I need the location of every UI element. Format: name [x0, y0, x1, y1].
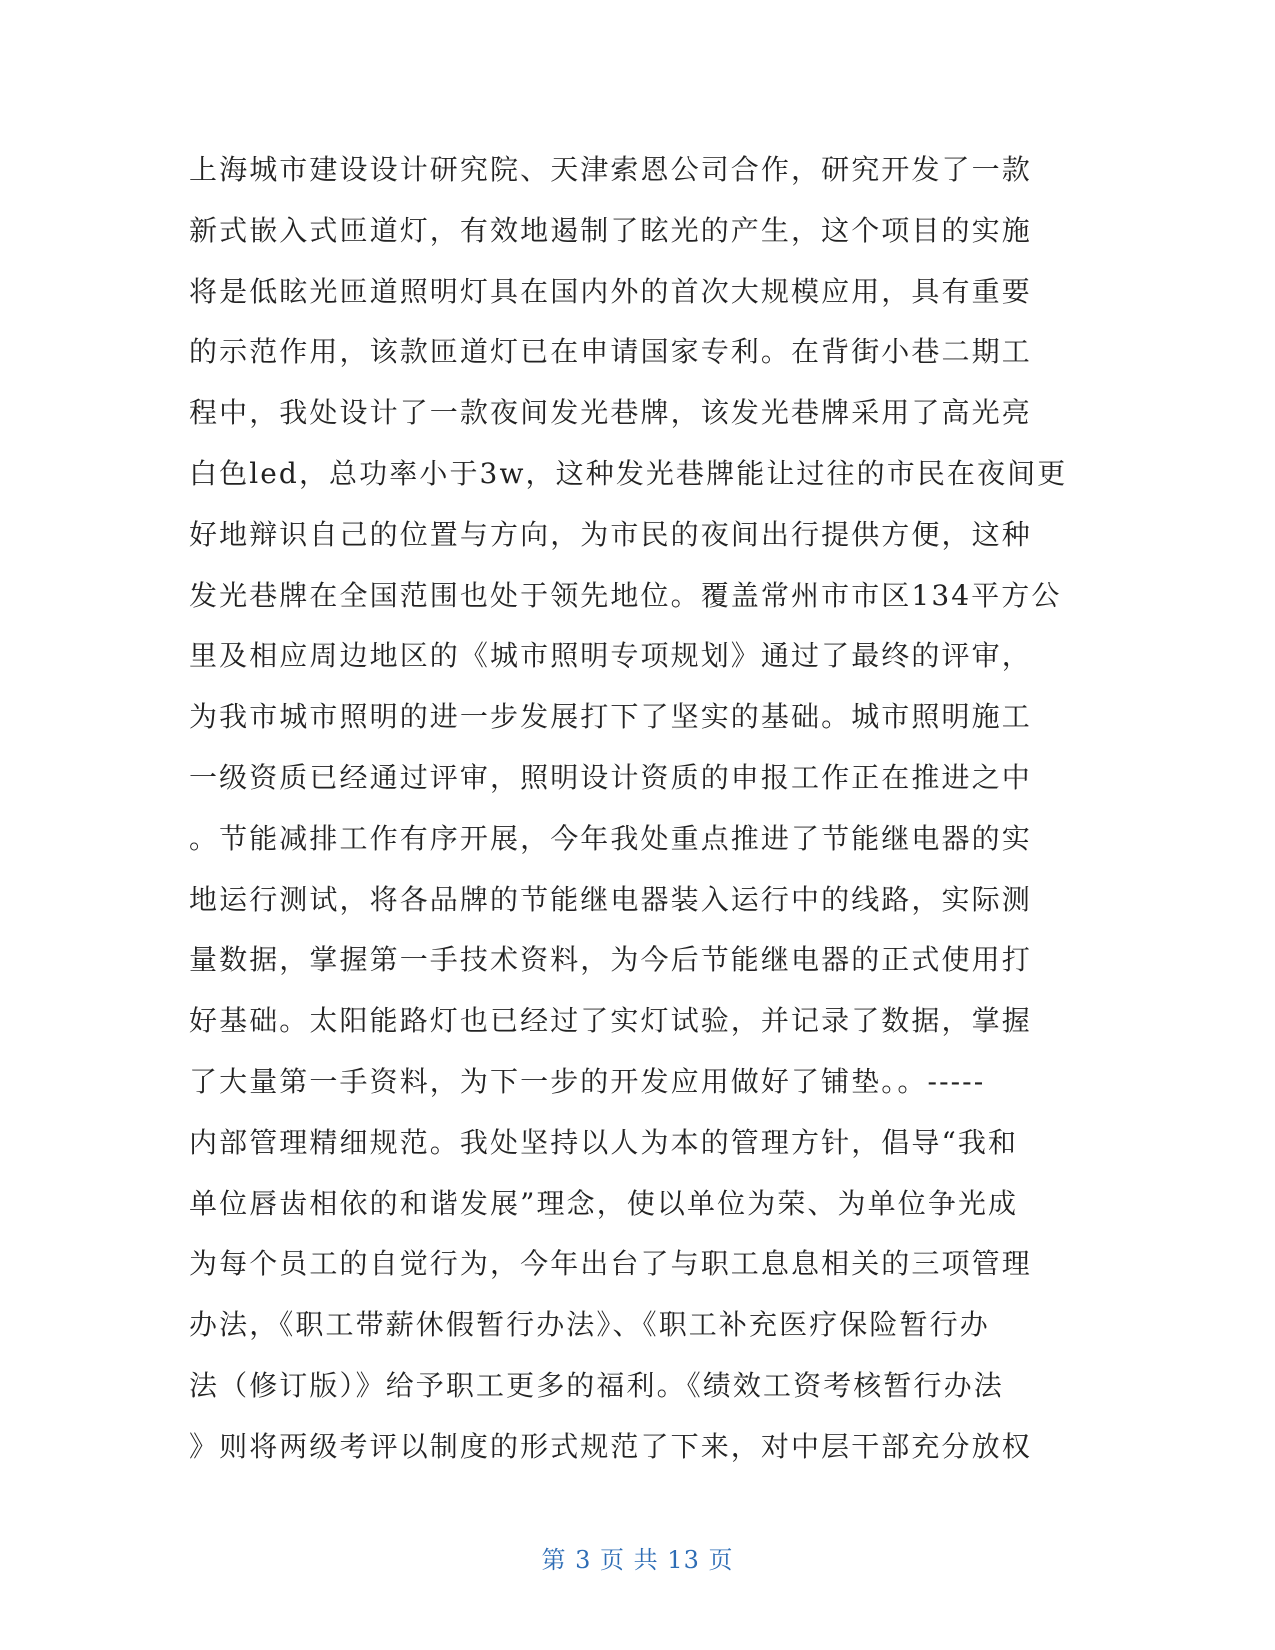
text-line: 》则将两级考评以制度的形式规范了下来，对中层干部充分放权: [189, 1429, 1032, 1463]
text-line: 法（修订版）》给予职工更多的福利。《绩效工资考核暂行办法: [189, 1368, 1004, 1402]
text-line: 新式嵌入式匝道灯，有效地遏制了眩光的产生，这个项目的实施: [189, 213, 1032, 247]
text-line: 办法，《职工带薪休假暂行办法》、《职工补充医疗保险暂行办: [189, 1308, 990, 1342]
text-line: 好地辩识自己的位置与方向，为市民的夜间出行提供方便，这种: [189, 517, 1032, 551]
text-line: 将是低眩光匝道照明灯具在国内外的首次大规模应用，具有重要: [189, 274, 1032, 308]
body-text: [189, 140, 1089, 1478]
text-line: 白色led，总功率小于3w，这种发光巷牌能让过往的市民在夜间更: [189, 456, 1068, 490]
text-line: 地运行测试，将各品牌的节能继电器装入运行中的线路，实际测: [189, 882, 1032, 916]
text-line: 发光巷牌在全国范围也处于领先地位。覆盖常州市市区134平方公: [189, 578, 1062, 612]
text-line: 为每个员工的自觉行为，今年出台了与职工息息相关的三项管理: [189, 1247, 1032, 1281]
text-line: 一级资质已经通过评审，照明设计资质的申报工作正在推进之中: [189, 760, 1032, 794]
text-line: 里及相应周边地区的《城市照明专项规划》通过了最终的评审，: [189, 639, 1032, 673]
text-line: 的示范作用，该款匝道灯已在申请国家专利。在背街小巷二期工: [189, 335, 1032, 369]
text-line: 程中，我处设计了一款夜间发光巷牌，该发光巷牌采用了高光亮: [189, 396, 1032, 430]
text-line: 好基础。太阳能路灯也已经过了实灯试验，并记录了数据，掌握: [189, 1004, 1032, 1038]
text-line: 单位唇齿相依的和谐发展”理念，使以单位为荣、为单位争光成: [189, 1186, 1019, 1220]
page-number-footer: 第 3 页 共 13 页: [541, 1546, 734, 1574]
text-line: 内部管理精细规范。我处坚持以人为本的管理方针，倡导“我和: [189, 1125, 1019, 1159]
text-line: 量数据，掌握第一手技术资料，为今后节能继电器的正式使用打: [189, 943, 1032, 977]
text-line: 。节能减排工作有序开展，今年我处重点推进了节能继电器的实: [189, 821, 1032, 855]
text-line: 为我市城市照明的进一步发展打下了坚实的基础。城市照明施工: [189, 700, 1032, 734]
text-line: 了大量第一手资料，为下一步的开发应用做好了铺垫。。-----: [189, 1064, 986, 1098]
text-line: 上海城市建设设计研究院、天津索恩公司合作，研究开发了一款: [189, 153, 1032, 186]
